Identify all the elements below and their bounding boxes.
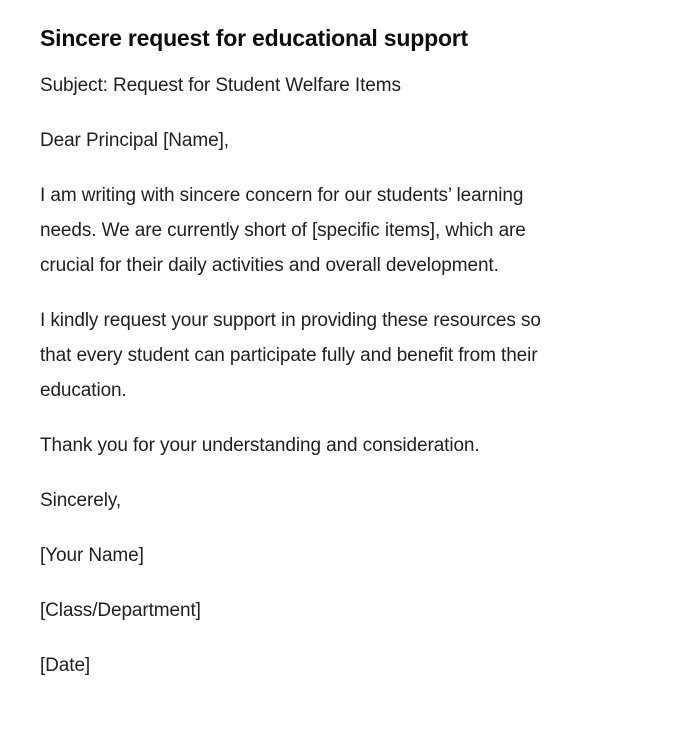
page-title: Sincere request for educational support bbox=[40, 25, 469, 51]
signature-department-placeholder bbox=[40, 593, 660, 628]
paragraph-line: education. bbox=[40, 380, 127, 401]
paragraph-body-2 bbox=[40, 303, 660, 408]
paragraph-line: [Date] bbox=[40, 655, 91, 676]
subject-line bbox=[40, 68, 660, 103]
signature-name-placeholder bbox=[40, 538, 660, 573]
paragraph-line: Subject: Request for Student Welfare Items bbox=[40, 75, 401, 96]
signature-date-placeholder bbox=[40, 648, 660, 683]
paragraph-line: needs. We are currently short of [specific items], which are bbox=[40, 220, 526, 241]
paragraph-line: crucial for their daily activities and overall development. bbox=[40, 255, 499, 276]
paragraph-line: that every student can participate fully and benefit from their bbox=[40, 345, 538, 366]
paragraph-line: Thank you for your understanding and consideration. bbox=[40, 435, 480, 456]
paragraph-line: [Class/Department] bbox=[40, 600, 201, 621]
paragraph-line: I kindly request your support in providing these resources so bbox=[40, 310, 541, 331]
paragraph-line: Dear Principal [Name], bbox=[40, 130, 229, 151]
paragraph-line: [Your Name] bbox=[40, 545, 144, 566]
paragraph-body-1 bbox=[40, 178, 660, 283]
sign-off bbox=[40, 483, 660, 518]
paragraph-line: I am writing with sincere concern for our students’ learning bbox=[40, 185, 524, 206]
paragraph-closing-thanks bbox=[40, 428, 660, 463]
salutation bbox=[40, 123, 660, 158]
paragraph-line: Sincerely, bbox=[40, 490, 122, 511]
